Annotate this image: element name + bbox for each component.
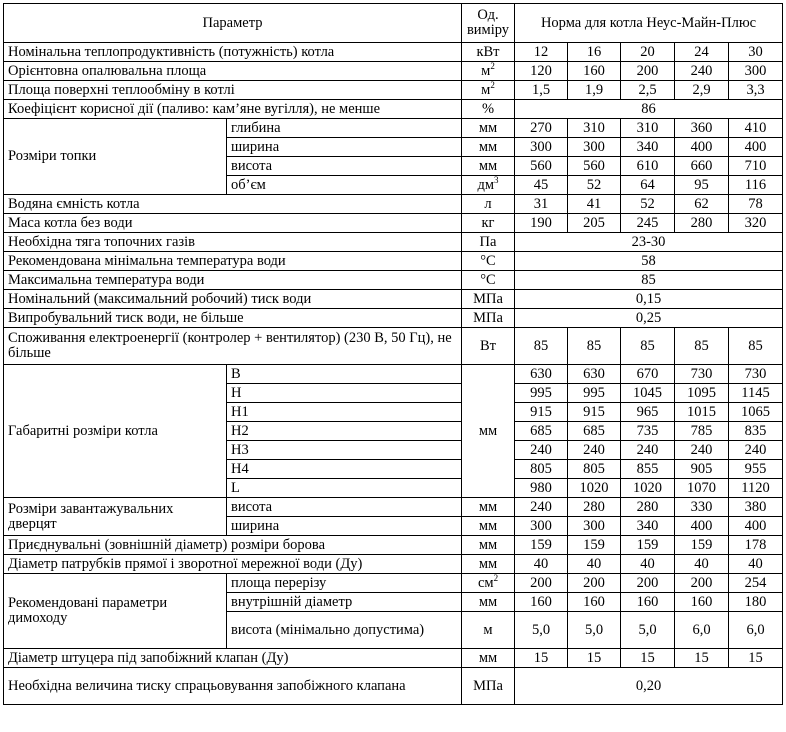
value-cell: 85 [515, 328, 568, 365]
value-cell: 410 [729, 119, 783, 138]
parameter-name: Споживання електроенергії (контролер + вентилятор) (230 В, 50 Гц), не більше [4, 328, 462, 365]
unit-superscript: 3 [494, 175, 499, 185]
value-cell: 670 [621, 365, 675, 384]
value-cell: 200 [568, 574, 621, 593]
unit-text: мм [478, 536, 498, 553]
value-cell: 5,0 [515, 612, 568, 649]
value-cell: 660 [675, 157, 729, 176]
unit-cell [462, 536, 515, 555]
sub-parameter-name: H3 [227, 441, 462, 460]
unit-cell [462, 290, 515, 309]
value-cell: 159 [621, 536, 675, 555]
value-cell: 15 [515, 649, 568, 668]
unit-cell [462, 555, 515, 574]
unit-cell [462, 649, 515, 668]
unit-text: Па [479, 233, 497, 250]
unit-cell [462, 43, 515, 62]
unit-cell [462, 138, 515, 157]
sub-parameter-name: B [227, 365, 462, 384]
value-cell: 400 [729, 517, 783, 536]
unit-text: мм [478, 138, 498, 155]
value-cell: 120 [515, 62, 568, 81]
value-cell: 85 [568, 328, 621, 365]
value-cell: 40 [675, 555, 729, 574]
table-row [4, 119, 783, 138]
value-cell: 78 [729, 195, 783, 214]
value-cell: 30 [729, 43, 783, 62]
unit-superscript: 2 [490, 61, 495, 71]
unit-text: МПа [473, 677, 503, 694]
value-cell: 45 [515, 176, 568, 195]
parameter-name: Розміри топки [4, 119, 227, 195]
value-cell: 40 [621, 555, 675, 574]
value-cell: 1095 [675, 384, 729, 403]
value-cell: 178 [729, 536, 783, 555]
value-cell: 340 [621, 517, 675, 536]
value-cell: 300 [568, 138, 621, 157]
value-cell: 20 [621, 43, 675, 62]
value-cell: 855 [621, 460, 675, 479]
value-cell: 710 [729, 157, 783, 176]
value-cell: 955 [729, 460, 783, 479]
parameter-name: Коефіцієнт корисної дії (паливо: кам’яне вугілля), не менше [4, 100, 462, 119]
value-cell: 6,0 [729, 612, 783, 649]
value-cell: 5,0 [621, 612, 675, 649]
sub-parameter-name: висота [227, 498, 462, 517]
table-row [4, 271, 783, 290]
value-cell: 240 [675, 441, 729, 460]
unit-cell [462, 309, 515, 328]
value-cell: 64 [621, 176, 675, 195]
value-cell: 31 [515, 195, 568, 214]
value-cell: 40 [729, 555, 783, 574]
unit-cell [462, 81, 515, 100]
parameter-name: Діаметр штуцера під запобіжний клапан (Ду) [4, 649, 462, 668]
value-cell: 2,5 [621, 81, 675, 100]
sub-parameter-name: H1 [227, 403, 462, 422]
value-cell: 730 [675, 365, 729, 384]
value-cell: 200 [675, 574, 729, 593]
value-cell: 300 [729, 62, 783, 81]
unit-cell [462, 214, 515, 233]
unit-cell [462, 593, 515, 612]
value-cell: 1145 [729, 384, 783, 403]
unit-text: мм [478, 649, 498, 666]
value-cell: 805 [515, 460, 568, 479]
table-row [4, 252, 783, 271]
value-cell: 300 [515, 138, 568, 157]
value-cell: 1015 [675, 403, 729, 422]
unit-cell [462, 271, 515, 290]
value-cell: 0,25 [515, 309, 783, 328]
value-cell: 785 [675, 422, 729, 441]
unit-cell [462, 252, 515, 271]
sub-parameter-name: ширина [227, 138, 462, 157]
value-cell: 310 [568, 119, 621, 138]
value-cell: 280 [675, 214, 729, 233]
unit-cell [462, 574, 515, 593]
parameter-name: Діаметр патрубків прямої і зворотної мережної води (Ду) [4, 555, 462, 574]
table-row [4, 498, 783, 517]
unit-text: м [481, 81, 491, 98]
value-cell: 15 [729, 649, 783, 668]
table-row [4, 309, 783, 328]
value-cell: 270 [515, 119, 568, 138]
table-row [4, 233, 783, 252]
value-cell: 630 [515, 365, 568, 384]
value-cell: 95 [675, 176, 729, 195]
value-cell: 685 [568, 422, 621, 441]
unit-cell [462, 365, 515, 498]
sub-parameter-name: H4 [227, 460, 462, 479]
value-cell: 180 [729, 593, 783, 612]
value-cell: 86 [515, 100, 783, 119]
value-cell: 6,0 [675, 612, 729, 649]
table-row [4, 4, 783, 43]
unit-cell [462, 195, 515, 214]
value-cell: 116 [729, 176, 783, 195]
sub-parameter-name: L [227, 479, 462, 498]
value-cell: 254 [729, 574, 783, 593]
unit-cell [462, 176, 515, 195]
unit-cell [462, 233, 515, 252]
unit-superscript: 2 [490, 80, 495, 90]
value-cell: 23-30 [515, 233, 783, 252]
value-cell: 965 [621, 403, 675, 422]
unit-cell [462, 498, 515, 517]
value-cell: 190 [515, 214, 568, 233]
value-cell: 300 [568, 517, 621, 536]
value-cell: 15 [675, 649, 729, 668]
value-cell: 1,9 [568, 81, 621, 100]
unit-text: дм [477, 176, 495, 193]
parameter-name: Рекомендовані параметри димоходу [4, 574, 227, 649]
value-cell: 400 [729, 138, 783, 157]
unit-text: кВт [476, 43, 500, 60]
unit-text: Вт [479, 337, 496, 354]
value-cell: 835 [729, 422, 783, 441]
value-cell: 52 [568, 176, 621, 195]
value-cell: 1020 [621, 479, 675, 498]
unit-text: м [481, 62, 491, 79]
parameter-name: Габаритні розміри котла [4, 365, 227, 498]
unit-cell [462, 517, 515, 536]
value-cell: 85 [729, 328, 783, 365]
parameter-name: Максимальна температура води [4, 271, 462, 290]
value-cell: 1120 [729, 479, 783, 498]
value-cell: 340 [621, 138, 675, 157]
unit-text: мм [478, 498, 498, 515]
value-cell: 58 [515, 252, 783, 271]
unit-text: °С [480, 271, 496, 288]
value-cell: 160 [568, 62, 621, 81]
unit-cell [462, 328, 515, 365]
unit-cell [462, 157, 515, 176]
value-cell: 12 [515, 43, 568, 62]
unit-text: м [483, 621, 493, 638]
value-cell: 560 [515, 157, 568, 176]
value-cell: 1065 [729, 403, 783, 422]
parameter-name: Необхідна тяга топочних газів [4, 233, 462, 252]
value-cell: 240 [568, 441, 621, 460]
sub-parameter-name: висота (мінімально допустима) [227, 612, 462, 649]
value-cell: 62 [675, 195, 729, 214]
value-cell: 160 [621, 593, 675, 612]
unit-text: % [481, 100, 495, 117]
unit-text: мм [478, 555, 498, 572]
unit-text: мм [478, 119, 498, 136]
sub-parameter-name: H [227, 384, 462, 403]
table-row [4, 81, 783, 100]
unit-text: мм [478, 517, 498, 534]
parameter-name: Рекомендована мінімальна температура води [4, 252, 462, 271]
value-cell: 160 [675, 593, 729, 612]
value-cell: 3,3 [729, 81, 783, 100]
unit-cell [462, 100, 515, 119]
table-row [4, 43, 783, 62]
table-row [4, 195, 783, 214]
value-cell: 41 [568, 195, 621, 214]
unit-text: мм [478, 593, 498, 610]
value-cell: 24 [675, 43, 729, 62]
parameter-name: Необхідна величина тиску спрацьовування запобіжного клапана [4, 668, 462, 705]
parameter-name: Розміри завантажувальних дверцят [4, 498, 227, 536]
table-row [4, 668, 783, 705]
value-cell: 240 [621, 441, 675, 460]
parameter-name: Орієнтовна опалювальна площа [4, 62, 462, 81]
table-row [4, 328, 783, 365]
value-cell: 159 [515, 536, 568, 555]
value-cell: 730 [729, 365, 783, 384]
value-cell: 610 [621, 157, 675, 176]
parameter-name: Приєднувальні (зовнішній діаметр) розміри борова [4, 536, 462, 555]
sub-parameter-name: H2 [227, 422, 462, 441]
table-row [4, 574, 783, 593]
value-cell: 160 [568, 593, 621, 612]
boiler-spec-table [3, 3, 783, 705]
unit-cell [462, 612, 515, 649]
table-row [4, 555, 783, 574]
unit-cell [462, 668, 515, 705]
unit-text: °С [480, 252, 496, 269]
value-cell: 1070 [675, 479, 729, 498]
unit-text: мм [478, 157, 498, 174]
value-cell: 200 [515, 574, 568, 593]
unit-text: МПа [473, 309, 503, 326]
value-cell: 52 [621, 195, 675, 214]
value-cell: 995 [515, 384, 568, 403]
unit-text: кг [481, 214, 495, 231]
value-cell: 160 [515, 593, 568, 612]
value-cell: 240 [515, 498, 568, 517]
value-cell: 320 [729, 214, 783, 233]
value-cell: 915 [515, 403, 568, 422]
table-row [4, 62, 783, 81]
value-cell: 330 [675, 498, 729, 517]
parameter-name: Площа поверхні теплообміну в котлі [4, 81, 462, 100]
value-cell: 85 [515, 271, 783, 290]
parameter-name: Водяна ємність котла [4, 195, 462, 214]
value-cell: 995 [568, 384, 621, 403]
value-cell: 40 [568, 555, 621, 574]
unit-text: л [484, 195, 492, 212]
value-cell: 735 [621, 422, 675, 441]
sub-parameter-name: об’єм [227, 176, 462, 195]
value-cell: 280 [621, 498, 675, 517]
unit-text: МПа [473, 290, 503, 307]
spec-table-body [4, 4, 783, 705]
value-cell: 40 [515, 555, 568, 574]
value-cell: 1045 [621, 384, 675, 403]
value-cell: 240 [675, 62, 729, 81]
value-cell: 1020 [568, 479, 621, 498]
parameter-name: Маса котла без води [4, 214, 462, 233]
value-cell: 205 [568, 214, 621, 233]
header-parameter: Параметр [4, 4, 462, 43]
value-cell: 980 [515, 479, 568, 498]
value-cell: 280 [568, 498, 621, 517]
value-cell: 685 [515, 422, 568, 441]
value-cell: 300 [515, 517, 568, 536]
table-row [4, 536, 783, 555]
value-cell: 240 [729, 441, 783, 460]
parameter-name: Випробувальний тиск води, не більше [4, 309, 462, 328]
unit-text: мм [478, 422, 498, 439]
value-cell: 630 [568, 365, 621, 384]
value-cell: 85 [621, 328, 675, 365]
value-cell: 380 [729, 498, 783, 517]
table-row [4, 214, 783, 233]
sub-parameter-name: площа перерізу [227, 574, 462, 593]
value-cell: 159 [675, 536, 729, 555]
unit-text: см [477, 574, 494, 591]
value-cell: 5,0 [568, 612, 621, 649]
value-cell: 915 [568, 403, 621, 422]
sub-parameter-name: глибина [227, 119, 462, 138]
value-cell: 200 [621, 62, 675, 81]
header-unit: Од. виміру [462, 4, 515, 43]
parameter-name: Номінальний (максимальний робочий) тиск води [4, 290, 462, 309]
table-row [4, 649, 783, 668]
value-cell: 400 [675, 138, 729, 157]
value-cell: 0,20 [515, 668, 783, 705]
value-cell: 15 [621, 649, 675, 668]
value-cell: 85 [675, 328, 729, 365]
value-cell: 0,15 [515, 290, 783, 309]
value-cell: 245 [621, 214, 675, 233]
table-row [4, 290, 783, 309]
value-cell: 159 [568, 536, 621, 555]
value-cell: 200 [621, 574, 675, 593]
value-cell: 1,5 [515, 81, 568, 100]
value-cell: 905 [675, 460, 729, 479]
parameter-name: Номінальна теплопродуктивність (потужність) котла [4, 43, 462, 62]
header-norm: Норма для котла Неус-Майн-Плюс [515, 4, 783, 43]
value-cell: 2,9 [675, 81, 729, 100]
unit-cell [462, 119, 515, 138]
value-cell: 560 [568, 157, 621, 176]
sub-parameter-name: внутрішній діаметр [227, 593, 462, 612]
sub-parameter-name: висота [227, 157, 462, 176]
value-cell: 240 [515, 441, 568, 460]
value-cell: 805 [568, 460, 621, 479]
value-cell: 400 [675, 517, 729, 536]
sub-parameter-name: ширина [227, 517, 462, 536]
value-cell: 16 [568, 43, 621, 62]
unit-superscript: 2 [493, 573, 499, 583]
value-cell: 15 [568, 649, 621, 668]
value-cell: 310 [621, 119, 675, 138]
table-row [4, 365, 783, 384]
value-cell: 360 [675, 119, 729, 138]
table-row [4, 100, 783, 119]
unit-cell [462, 62, 515, 81]
